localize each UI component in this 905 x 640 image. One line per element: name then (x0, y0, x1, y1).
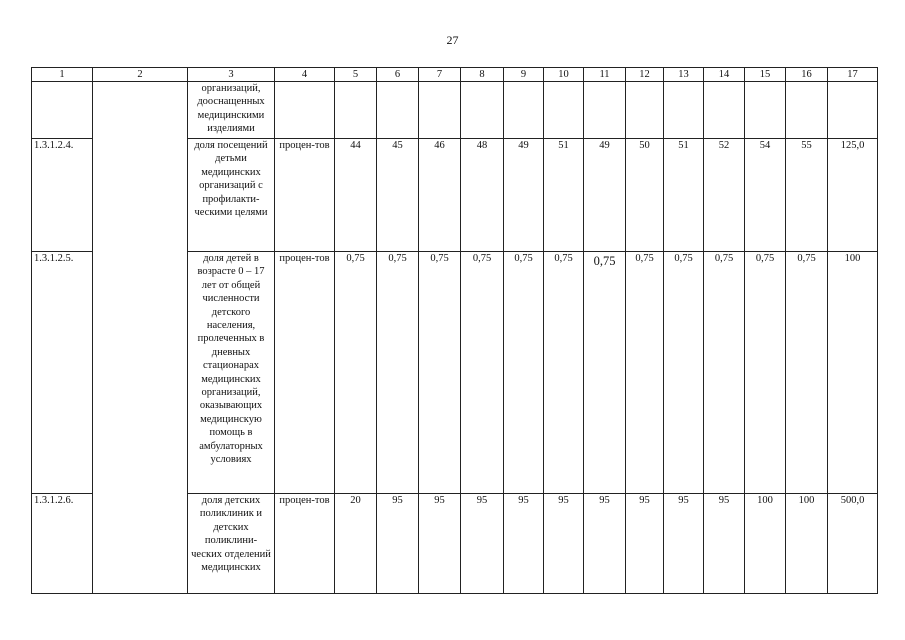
value-cell (828, 82, 878, 139)
indicator-description: доля детей в возрасте 0 – 17 лет от общей численности детского населения, пролеченных в дневных стационарах медицинских организаций, оказывающих медицинскую помощь в амбулаторных условиях (188, 252, 275, 494)
indicator-description: доля детских поликлиник и детских поликлини-ческих отделений медицинских (188, 494, 275, 594)
value-cell: 52 (704, 139, 745, 252)
indicator-code: 1.3.1.2.6. (32, 494, 93, 594)
value-cell: 0,75 (544, 252, 584, 494)
value-cell: 0,75 (419, 252, 461, 494)
value-cell (461, 82, 504, 139)
column-header: 13 (664, 68, 704, 82)
column-header: 2 (93, 68, 188, 82)
column-header: 6 (377, 68, 419, 82)
value-cell: 54 (745, 139, 786, 252)
value-cell: 0,75 (704, 252, 745, 494)
value-cell: 20 (335, 494, 377, 594)
value-cell: 100 (786, 494, 828, 594)
indicator-code: 1.3.1.2.4. (32, 139, 93, 252)
value-cell: 46 (419, 139, 461, 252)
section-cell (93, 82, 188, 594)
indicator-table (31, 67, 878, 594)
value-cell: 100 (828, 252, 878, 494)
unit-cell (275, 82, 335, 139)
indicator-code (32, 82, 93, 139)
unit-cell: процен-тов (275, 494, 335, 594)
value-cell (626, 82, 664, 139)
indicator-description: доля посещений детьми медицинских организаций с профилакти-ческими целями (188, 139, 275, 252)
value-cell: 0,75 (335, 252, 377, 494)
value-cell (704, 82, 745, 139)
value-cell (419, 82, 461, 139)
value-cell: 100 (745, 494, 786, 594)
value-cell: 51 (664, 139, 704, 252)
column-header: 17 (828, 68, 878, 82)
value-cell: 95 (544, 494, 584, 594)
value-cell: 55 (786, 139, 828, 252)
column-header: 4 (275, 68, 335, 82)
column-header: 15 (745, 68, 786, 82)
column-header: 14 (704, 68, 745, 82)
value-cell (786, 82, 828, 139)
column-header: 1 (32, 68, 93, 82)
column-number-row (32, 68, 878, 82)
table-row (32, 82, 878, 139)
value-cell: 0,75 (461, 252, 504, 494)
value-cell (664, 82, 704, 139)
page-number: 27 (446, 33, 459, 47)
value-cell: 0,75 (745, 252, 786, 494)
column-header: 7 (419, 68, 461, 82)
value-cell: 0,75 (626, 252, 664, 494)
column-header: 8 (461, 68, 504, 82)
value-cell: 44 (335, 139, 377, 252)
value-cell (584, 82, 626, 139)
value-cell: 0,75 (584, 252, 626, 494)
value-cell: 95 (461, 494, 504, 594)
column-header: 10 (544, 68, 584, 82)
value-cell (335, 82, 377, 139)
value-cell: 50 (626, 139, 664, 252)
value-cell: 49 (584, 139, 626, 252)
value-cell (745, 82, 786, 139)
indicator-code: 1.3.1.2.5. (32, 252, 93, 494)
value-cell: 95 (419, 494, 461, 594)
value-cell: 95 (704, 494, 745, 594)
value-cell: 45 (377, 139, 419, 252)
unit-cell: процен-тов (275, 139, 335, 252)
value-cell: 0,75 (664, 252, 704, 494)
column-header: 5 (335, 68, 377, 82)
value-cell: 49 (504, 139, 544, 252)
value-cell: 0,75 (377, 252, 419, 494)
column-header: 16 (786, 68, 828, 82)
value-cell: 95 (377, 494, 419, 594)
value-cell (504, 82, 544, 139)
column-header: 3 (188, 68, 275, 82)
value-cell: 0,75 (504, 252, 544, 494)
unit-cell: процен-тов (275, 252, 335, 494)
value-cell (377, 82, 419, 139)
value-cell: 51 (544, 139, 584, 252)
value-cell: 95 (584, 494, 626, 594)
value-cell (544, 82, 584, 139)
value-cell: 0,75 (786, 252, 828, 494)
value-cell: 48 (461, 139, 504, 252)
value-cell: 95 (664, 494, 704, 594)
indicator-description: организаций, дооснащенных медицинскими изделиями (188, 82, 275, 139)
value-cell: 95 (504, 494, 544, 594)
value-cell: 95 (626, 494, 664, 594)
value-cell: 125,0 (828, 139, 878, 252)
value-cell: 500,0 (828, 494, 878, 594)
column-header: 12 (626, 68, 664, 82)
column-header: 11 (584, 68, 626, 82)
column-header: 9 (504, 68, 544, 82)
